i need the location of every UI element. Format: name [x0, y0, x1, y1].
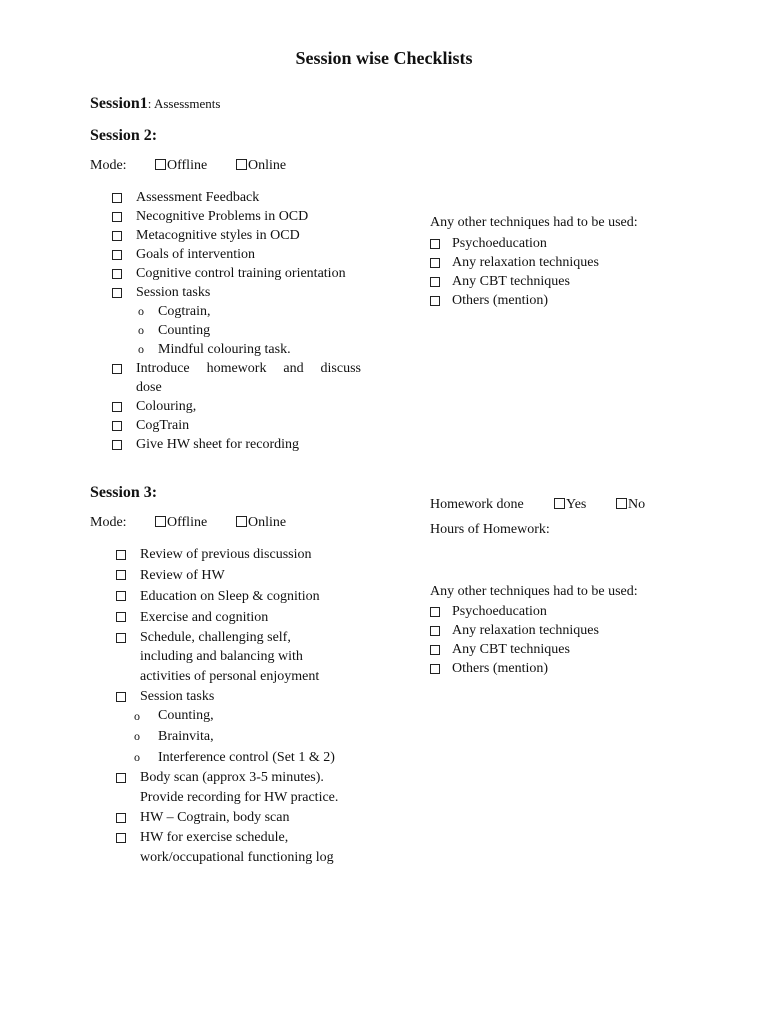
checkbox-icon[interactable] — [116, 813, 126, 823]
list-item-label: HW – Cogtrain, body scan — [140, 810, 290, 825]
sub-list-item — [116, 706, 338, 726]
list-item[interactable] — [112, 397, 361, 416]
list-item-label: Any CBT techniques — [452, 642, 570, 657]
session3-mode-online-label: Online — [248, 515, 287, 530]
list-item-label: CogTrain — [136, 418, 190, 433]
session3-mode-offline[interactable] — [155, 515, 207, 531]
list-item-label: activities of personal enjoyment — [140, 669, 320, 684]
list-item[interactable] — [430, 291, 599, 310]
word: discuss — [320, 361, 361, 376]
checkbox-icon[interactable] — [430, 645, 440, 655]
list-item[interactable] — [430, 640, 599, 659]
checkbox-icon[interactable] — [112, 193, 122, 203]
list-item-label: Others (mention) — [452, 293, 549, 308]
checkbox-icon[interactable] — [430, 296, 440, 306]
checkbox-icon[interactable] — [112, 250, 122, 260]
checkbox-icon[interactable] — [116, 773, 126, 783]
list-item-label: Review of previous discussion — [140, 547, 312, 562]
checkbox-icon[interactable] — [116, 833, 126, 843]
list-item-label: Necognitive Problems in OCD — [136, 209, 309, 224]
list-item[interactable] — [116, 808, 338, 828]
list-item[interactable] — [112, 188, 361, 207]
list-item-label: HW for exercise schedule, — [140, 830, 289, 845]
word: homework — [206, 361, 267, 376]
session3-mode-label: Mode: — [90, 515, 127, 530]
checkbox-icon[interactable] — [112, 269, 122, 279]
list-item-label: Give HW sheet for recording — [136, 437, 300, 452]
word: Introduce — [136, 361, 190, 376]
session2-other-techniques-heading: Any other techniques had to be used: — [430, 215, 638, 230]
list-item-label: work/occupational functioning log — [140, 850, 334, 865]
list-item-label: Others (mention) — [452, 661, 549, 676]
session3-other-techniques — [430, 602, 599, 678]
list-item-label: Schedule, challenging self, — [140, 630, 291, 645]
session2-mode-online[interactable] — [236, 158, 286, 174]
homework-no[interactable] — [616, 497, 645, 513]
list-item-label: Colouring, — [136, 399, 197, 414]
session1-line — [90, 95, 220, 113]
list-item[interactable] — [112, 207, 361, 226]
checkbox-icon[interactable] — [112, 231, 122, 241]
homework-no-label: No — [628, 497, 646, 512]
session2-mode-label: Mode: — [90, 158, 127, 173]
list-item-label: Psychoeducation — [452, 236, 547, 251]
checkbox-icon[interactable] — [112, 440, 122, 450]
list-item-label: Provide recording for HW practice. — [140, 790, 339, 805]
checkbox-icon[interactable] — [430, 239, 440, 249]
session2-heading: Session 2: — [90, 127, 158, 144]
sub-item-label: Counting — [158, 323, 211, 338]
list-item[interactable] — [430, 253, 599, 272]
list-item[interactable] — [112, 245, 361, 264]
sub-item-label: Counting, — [158, 708, 214, 723]
list-item-label: Any relaxation techniques — [452, 623, 599, 638]
sub-bullet-icon: o — [138, 304, 144, 318]
list-item-label: Any CBT techniques — [452, 274, 570, 289]
checkbox-icon[interactable] — [112, 421, 122, 431]
list-item[interactable] — [112, 264, 361, 283]
list-item-label: Psychoeducation — [452, 604, 547, 619]
list-item-label: Metacognitive styles in OCD — [136, 228, 300, 243]
session2-mode-offline-label: Offline — [167, 158, 208, 173]
list-item-label: Body scan (approx 3-5 minutes). — [140, 770, 324, 785]
list-item-continuation — [116, 647, 338, 666]
session3-mode-offline-label: Offline — [167, 515, 208, 530]
list-item[interactable] — [430, 659, 599, 678]
list-item-label: Education on Sleep & cognition — [140, 589, 320, 604]
checkbox-icon[interactable] — [112, 212, 122, 222]
checkbox-icon[interactable] — [155, 159, 166, 170]
list-item[interactable] — [116, 768, 338, 788]
session1-label: Session1 — [90, 95, 148, 112]
checkbox-icon[interactable] — [430, 258, 440, 268]
word: and — [283, 361, 304, 376]
session3-mode-online[interactable] — [236, 515, 286, 531]
page-title: Session wise Checklists — [295, 48, 473, 68]
session1-separator: : — [147, 96, 154, 111]
introduce-homework-line — [136, 359, 361, 378]
checkbox-icon[interactable] — [155, 516, 166, 527]
session2-other-techniques — [430, 234, 599, 310]
checkbox-icon[interactable] — [430, 664, 440, 674]
list-item[interactable] — [112, 359, 361, 378]
sub-item-label: Cogtrain, — [158, 304, 211, 319]
session2-checklist — [112, 188, 361, 454]
list-item-label: Review of HW — [140, 568, 225, 583]
checkbox-icon[interactable] — [616, 498, 627, 509]
sub-item-label: Interference control (Set 1 & 2) — [158, 750, 335, 765]
list-item[interactable] — [116, 628, 338, 647]
sub-bullet-icon: o — [134, 750, 140, 764]
checkbox-icon[interactable] — [116, 591, 126, 601]
sub-bullet-icon: o — [138, 342, 144, 356]
list-item[interactable] — [116, 828, 338, 848]
checkbox-icon[interactable] — [430, 626, 440, 636]
checkbox-icon[interactable] — [112, 402, 122, 412]
list-item[interactable] — [112, 283, 361, 302]
sub-list-item — [112, 340, 361, 359]
session3-other-techniques-heading: Any other techniques had to be used: — [430, 584, 638, 599]
list-item[interactable] — [112, 226, 361, 245]
sub-item-label: Mindful colouring task. — [158, 342, 291, 357]
homework-done-label: Homework done — [430, 497, 524, 512]
list-item-label: Cognitive control training orientation — [136, 266, 346, 281]
checkbox-icon[interactable] — [554, 498, 565, 509]
list-item[interactable] — [430, 272, 599, 291]
sub-bullet-icon: o — [134, 729, 140, 743]
list-item-continuation — [116, 666, 338, 687]
list-item[interactable] — [116, 586, 338, 607]
list-item-label: Goals of intervention — [136, 247, 255, 262]
list-item-label: including and balancing with — [140, 649, 303, 664]
list-item-label: Assessment Feedback — [136, 190, 260, 205]
list-item-label: Session tasks — [136, 285, 211, 300]
sub-list-item — [116, 726, 338, 747]
list-item[interactable] — [116, 687, 338, 706]
list-item[interactable] — [112, 435, 361, 454]
checkbox-icon[interactable] — [112, 288, 122, 298]
checkbox-icon[interactable] — [116, 692, 126, 702]
list-item[interactable] — [116, 565, 338, 586]
checkbox-icon[interactable] — [116, 633, 126, 643]
checkbox-icon[interactable] — [116, 612, 126, 622]
list-item-label: Session tasks — [140, 689, 215, 704]
list-item[interactable] — [112, 416, 361, 435]
sub-bullet-icon: o — [138, 323, 144, 337]
homework-yes[interactable] — [554, 497, 586, 513]
list-item[interactable] — [430, 234, 599, 253]
checkbox-icon[interactable] — [236, 159, 247, 170]
list-item-continuation — [116, 848, 338, 868]
session1-text: Assessments — [153, 96, 221, 111]
checkbox-icon[interactable] — [236, 516, 247, 527]
sub-list-item — [116, 747, 338, 768]
sub-list-item — [112, 321, 361, 340]
list-item-continuation — [112, 378, 361, 397]
list-item[interactable] — [116, 545, 338, 565]
list-item[interactable] — [116, 607, 338, 628]
session3-heading: Session 3: — [90, 484, 158, 501]
homework-yes-label: Yes — [566, 497, 587, 512]
session3-checklist — [116, 545, 338, 868]
session2-mode-offline[interactable] — [155, 158, 207, 174]
list-item[interactable] — [430, 621, 599, 640]
list-item[interactable] — [430, 602, 599, 621]
list-item-label: Exercise and cognition — [140, 610, 269, 625]
checkbox-icon[interactable] — [116, 570, 126, 580]
session2-mode-online-label: Online — [248, 158, 287, 173]
hours-of-homework-label: Hours of Homework: — [430, 522, 550, 537]
list-item-label: dose — [136, 380, 162, 395]
list-item-label: Any relaxation techniques — [452, 255, 599, 270]
checkbox-icon[interactable] — [430, 607, 440, 617]
list-item-continuation — [116, 788, 338, 808]
sub-bullet-icon: o — [134, 709, 140, 723]
checkbox-icon[interactable] — [116, 550, 126, 560]
sub-list-item — [112, 302, 361, 321]
checkbox-icon[interactable] — [430, 277, 440, 287]
sub-item-label: Brainvita, — [158, 729, 214, 744]
checkbox-icon[interactable] — [112, 364, 122, 374]
